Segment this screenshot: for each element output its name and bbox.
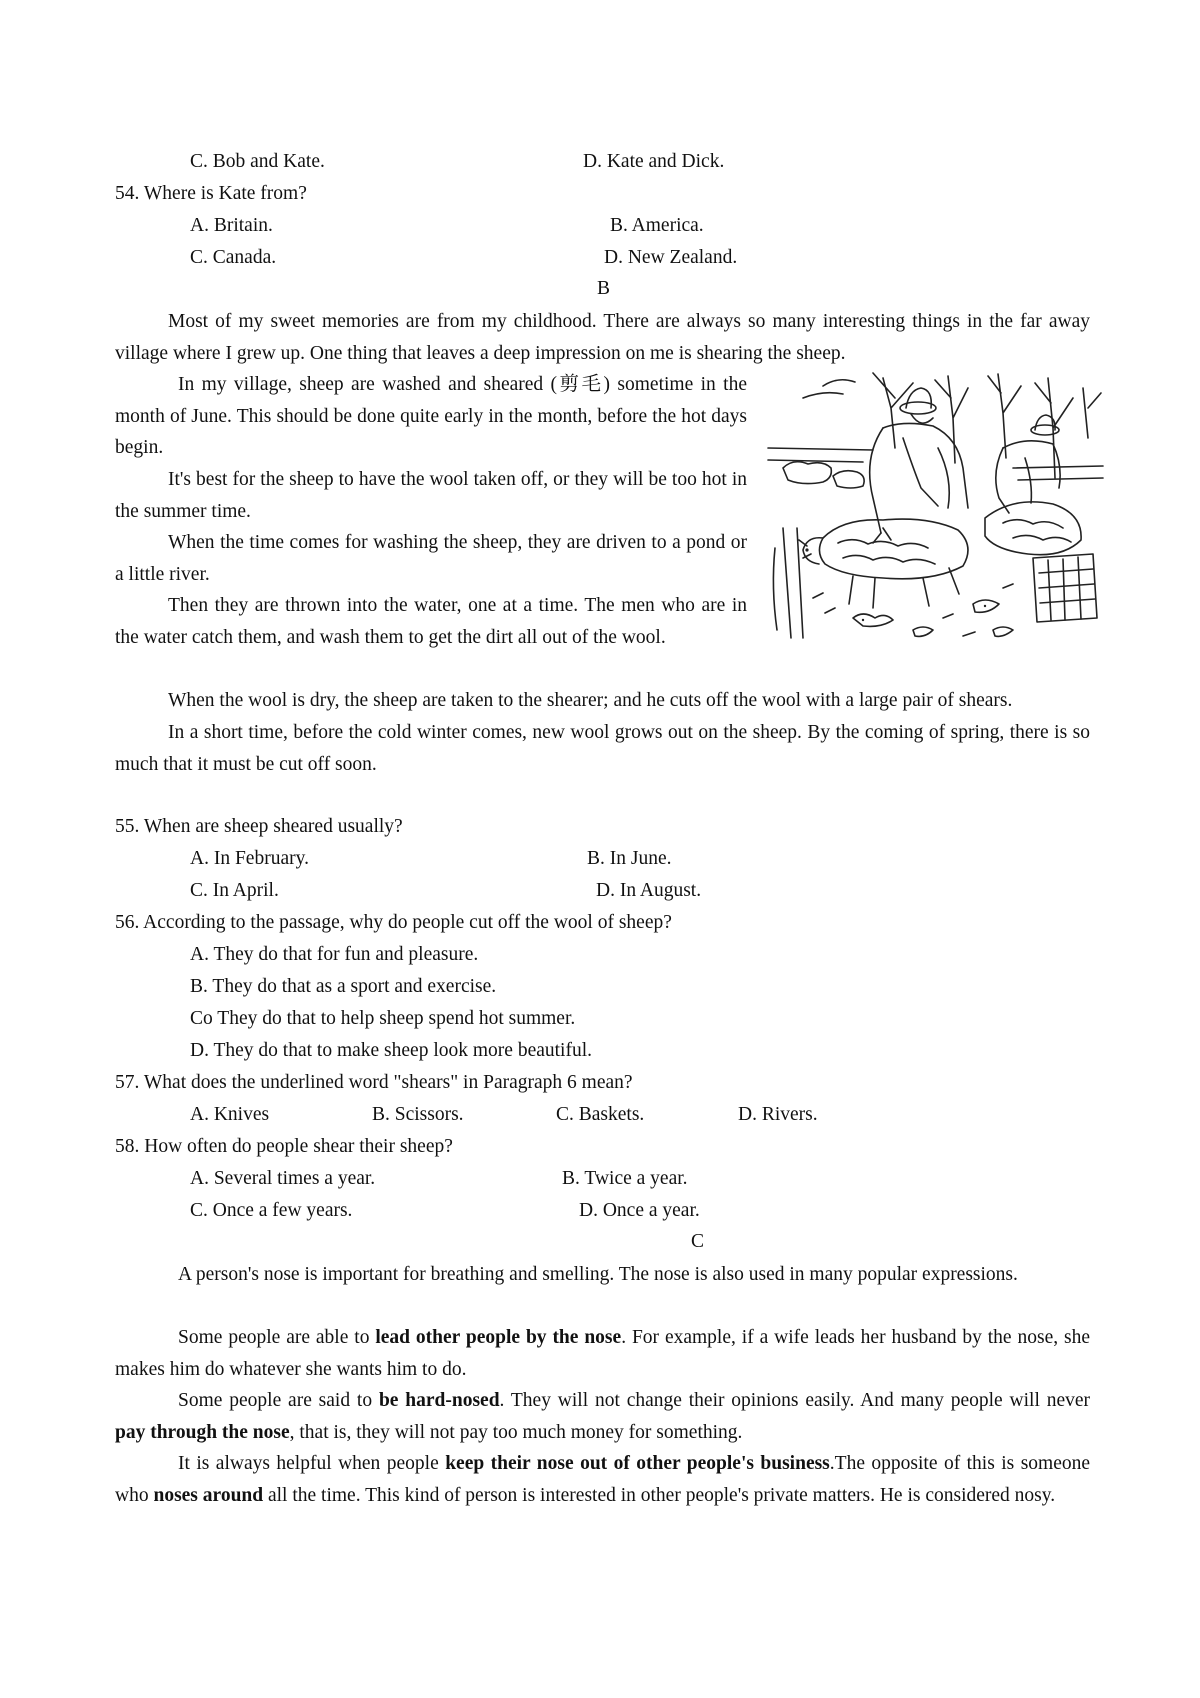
q56-option-c: Co They do that to help sheep spend hot summer. (190, 1008, 576, 1029)
q56-option-d: D. They do that to make sheep look more beautiful. (190, 1040, 592, 1061)
q55-option-c: C. In April. (190, 880, 279, 901)
q56-question: 56. According to the passage, why do people cut off the wool of sheep? (115, 912, 672, 933)
q55-option-d: D. In August. (596, 880, 702, 901)
q54-option-a: A. Britain. (190, 215, 273, 236)
section-b-paragraph-5: Then they are thrown into the water, one at a time. The men who are in the water catch them, and wash them to get the dirt all out of the wool. (115, 595, 747, 648)
q54-question: 54. Where is Kate from? (115, 183, 307, 204)
q56-option-b: B. They do that as a sport and exercise. (190, 976, 497, 997)
section-c-paragraph-2: Some people are able to lead other people by the nose. For example, if a wife leads her husband by the nose, she makes him do whatever she wants him to do. (115, 1327, 1091, 1380)
q57-option-c: C. Baskets. (556, 1104, 645, 1125)
q54-option-b: B. America. (610, 215, 704, 236)
idiom-pay-through-the-nose: pay through the nose (115, 1421, 290, 1443)
q54-option-c: C. Canada. (190, 247, 277, 268)
section-c-heading: C (691, 1231, 705, 1252)
q58-option-c: C. Once a few years. (190, 1200, 353, 1221)
q58-option-b: B. Twice a year. (562, 1168, 688, 1189)
q56-option-a: A. They do that for fun and pleasure. (190, 944, 479, 965)
section-b-paragraph-6: When the wool is dry, the sheep are taken to the shearer; and he cuts off the wool with a large pair of shears. (168, 690, 1013, 711)
q57-option-b: B. Scissors. (372, 1104, 464, 1125)
q57-option-a: A. Knives (190, 1104, 270, 1125)
section-c-paragraph-3: Some people are said to be hard-nosed. They will not change their opinions easily. And many people will never pay through the nose, that is, they will not pay too much money for something. (115, 1390, 1090, 1443)
section-b-paragraph-4: When the time comes for washing the sheep, they are driven to a pond or a little river. (115, 532, 747, 585)
section-b-paragraph-7: In a short time, before the cold winter comes, new wool grows out on the sheep. By the coming of spring, there is so much that it must be cut off soon. (115, 722, 1090, 775)
q55-option-b: B. In June. (587, 848, 672, 869)
q58-option-d: D. Once a year. (579, 1200, 700, 1221)
sheep-shearing-illustration (763, 368, 1105, 644)
q57-question: 57. What does the underlined word "shears" in Paragraph 6 mean? (115, 1072, 633, 1093)
q54-option-d: D. New Zealand. (604, 247, 738, 268)
section-b-heading: B (597, 278, 611, 299)
section-b-paragraph-1: Most of my sweet memories are from my childhood. There are always so many interesting things in the far away village where I grew up. One thing that leaves a deep impression on me is shearing the sheep. (115, 311, 1090, 364)
q58-question: 58. How often do people shear their sheep? (115, 1136, 453, 1157)
q53-option-c: C. Bob and Kate. (190, 151, 325, 172)
q57-option-d: D. Rivers. (738, 1104, 818, 1125)
section-b-paragraph-3: It's best for the sheep to have the wool taken off, or they will be too hot in the summer time. (115, 469, 747, 522)
q58-option-a: A. Several times a year. (190, 1168, 376, 1189)
idiom-noses-around: noses around (153, 1484, 264, 1506)
idiom-keep-nose-out: keep their nose out of other people's business (445, 1453, 830, 1474)
idiom-hard-nosed: be hard-nosed (378, 1390, 500, 1411)
section-c-paragraph-4: It is always helpful when people keep their nose out of other people's business.The opposite of this is someone who noses around all the time. This kind of person is interested in other people's private matters. He is considered nosy. (115, 1453, 1091, 1506)
section-c-paragraph-1: A person's nose is important for breathing and smelling. The nose is also used in many popular expressions. (178, 1264, 1018, 1285)
section-b-paragraph-2: In my village, sheep are washed and sheared (剪毛) sometime in the month of June. This should be done quite early in the month, before the hot days begin. (115, 374, 747, 458)
q53-option-d: D. Kate and Dick. (583, 151, 725, 172)
q55-option-a: A. In February. (190, 848, 309, 869)
q55-question: 55. When are sheep sheared usually? (115, 816, 403, 837)
idiom-lead-by-the-nose: lead other people by the nose (375, 1327, 622, 1348)
